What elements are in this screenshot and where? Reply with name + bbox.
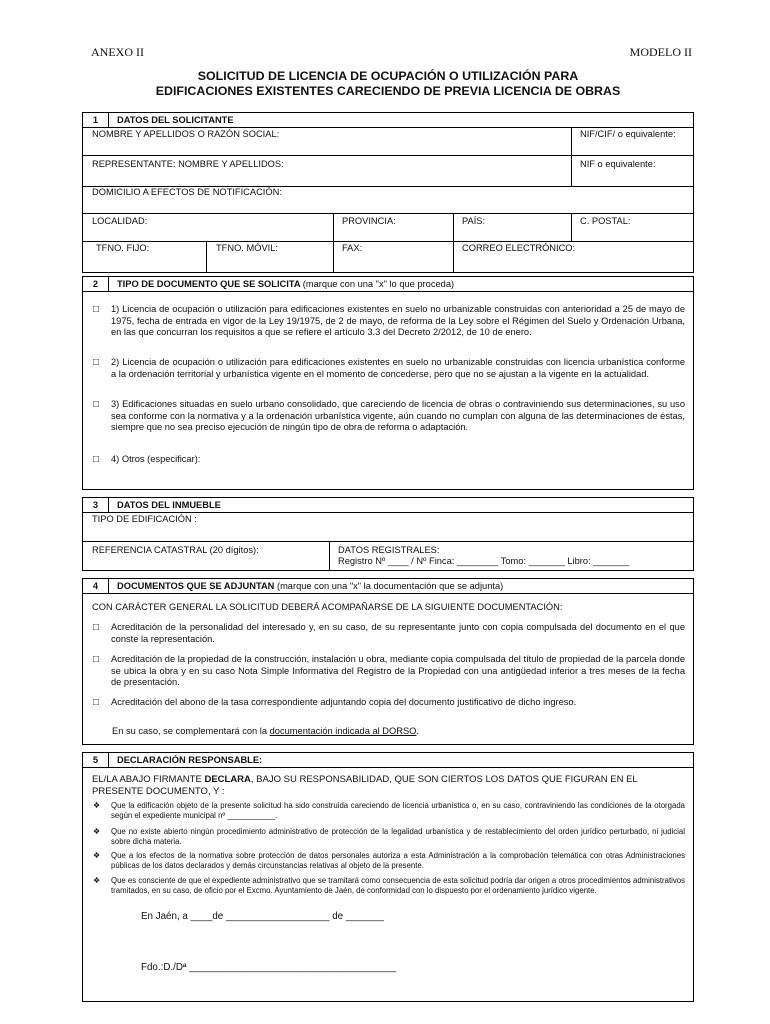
document-title xyxy=(82,69,694,99)
diamond-bullet-icon: ❖ xyxy=(93,851,101,860)
checkbox-icon[interactable]: □ xyxy=(93,654,100,665)
reverse-side-link[interactable]: documentación indicada al DORSO xyxy=(269,726,417,736)
building-type-field-label: TIPO DE EDIFICACIÓN : xyxy=(92,514,197,524)
doc-1-text: Acreditación de la personalidad del interesado y, en su caso, de su representante junto con copia compulsada del documento en el que conste la representación. xyxy=(111,622,685,644)
country-field-label: PAÍS: xyxy=(462,216,486,226)
title-line-1: SOLICITUD DE LICENCIA DE OCUPACIÓN O UTILIZACIÓN PARA xyxy=(197,69,579,83)
diamond-bullet-icon: ❖ xyxy=(93,801,101,810)
landline-field-label: TFNO. FIJO: xyxy=(96,243,150,253)
option-2-text: 2) Licencia de ocupación o utilización para edificaciones existentes en suelo no urbanizable construidas con licencia urbanística conforme a la ordenación territorial y urbanística vigente en el momento de concederse, pero que no se ajustan a la vigente en la actualidad. xyxy=(111,357,685,379)
doc-2-text: Acreditación de la propiedad de la construcción, instalación u obra, mediante copia compulsada del título de propiedad de la parcela donde se ubica la obra y en su caso Nota Simple Informativa del Registro de la Propiedad con una antigüedad inferior a tres meses de la fecha de presentación. xyxy=(111,654,685,688)
declaration-item-3: ❖ Que a los efectos de la normativa sobre protección de datos personales autoriza a esta Administración a la comprobación telemática con otras Administraciones públicas de los datos declarados y demás circunstancias relativas al objeto de la presente. xyxy=(93,851,685,870)
doc-1 xyxy=(93,622,685,645)
option-4-text: 4) Otros (especificar): xyxy=(111,454,201,464)
doc-3 xyxy=(93,697,685,709)
province-field-label: PROVINCIA: xyxy=(342,216,396,226)
option-3-text: 3) Edificaciones situadas en suelo urbano consolidado, que careciendo de licencia de obras o contraviniendo sus determinaciones, su uso sea conforme con la normativa y a la ordenación urbanística vigente, aún cuando no cumplan con alguna de las determinaciones de éstas, siempre que no sea preciso ejecución de ningún tipo de obra de reforma o adaptación. xyxy=(111,399,685,433)
checkbox-icon[interactable]: □ xyxy=(93,697,100,708)
registry-data xyxy=(335,543,632,569)
declaration-item-2: ❖ Que no existe abierto ningún procedimiento administrativo de protección de la legalidad urbanística y de restablecimiento del orden jurídico perturbado, ni judicial sobre dicha materia. xyxy=(93,827,685,846)
doc-3-text: Acreditación del abono de la tasa correspondiente adjuntando copia del documento justificativo de dicho ingreso. xyxy=(111,697,577,707)
section-title: DATOS DEL SOLICITANTE xyxy=(117,115,234,125)
nif-cif-field-label: NIF/CIF/ o equivalente: xyxy=(580,129,676,139)
checkbox-icon[interactable]: □ xyxy=(93,304,100,315)
nif-field-label: NIF o equivalente: xyxy=(580,159,656,169)
title-line-2: EDIFICACIONES EXISTENTES CARECIENDO DE PREVIA LICENCIA DE OBRAS xyxy=(155,84,621,98)
general-requirement: CON CARÁCTER GENERAL LA SOLICITUD DEBERÁ ACOMPAÑARSE DE LA SIGUIENTE DOCUMENTACIÓN: xyxy=(92,602,563,612)
declaration-item-1: ❖ Que la edificación objeto de la presente solicitud ha sido construida careciendo de licencia urbanística o, en su caso, contraviniendo las condiciones de la otorgada según el expediente municipal nº ___________. xyxy=(93,801,685,820)
registry-data-label: DATOS REGISTRALES: xyxy=(338,545,440,555)
section-number: 1 xyxy=(83,113,109,127)
section-document-type xyxy=(82,276,694,490)
address-field-label: DOMICILIO A EFECTOS DE NOTIFICACIÓN: xyxy=(92,187,282,197)
annex-label: ANEXO II xyxy=(91,45,144,59)
section-note: (marque con una "x" lo que proceda) xyxy=(302,279,455,289)
option-2 xyxy=(93,357,685,380)
email-field-label: CORREO ELECTRÓNICO: xyxy=(462,243,576,253)
representative-field-label: REPRESENTANTE: NOMBRE Y APELLIDOS: xyxy=(92,159,284,169)
model-label: MODELO II xyxy=(629,45,692,59)
option-1-text: 1) Licencia de ocupación o utilización para edificaciones existentes en suelo no urbanizable construidas con anterioridad a 25 de mayo de 1975, fecha de entrada en vigor de la Ley 19/1975, de 2 de mayo, de reforma de la Ley sobre el Régimen del Suelo y Ordenación Urbana, en las que concurran los requisitos a que se refiere el artículo 3.3 del Decreto 2/2012, de 10 de enero. xyxy=(111,304,685,338)
locality-field-label: LOCALIDAD: xyxy=(92,216,148,226)
declaration-item-4: ❖ Que es consciente de que el expediente administrativo que se tramitará como consecuencia de esta solicitud podría dar origen a otros procedimientos administrativos tramitados, en su caso, de oficio por el Excmo. Ayuntamiento de Jaén, de conformidad con lo dispuesto por el ordenamiento jurídico vigente. xyxy=(93,876,685,895)
section-number: 2 xyxy=(83,277,109,291)
section-property xyxy=(82,497,694,571)
doc-2 xyxy=(93,654,685,689)
option-1 xyxy=(93,304,685,339)
signature-line[interactable]: Fdo.:D./Dª ______________________________________ xyxy=(141,962,397,973)
postal-code-field-label: C. POSTAL: xyxy=(580,216,631,226)
section-note: (marque con una "x" la documentación que se adjunta) xyxy=(276,581,504,591)
mobile-field-label: TFNO. MÓVIL: xyxy=(216,243,278,253)
fax-field-label: FAX: xyxy=(342,243,363,253)
cadastral-ref-field-label: REFERENCIA CATASTRAL (20 dígitos): xyxy=(92,545,259,555)
section-number: 4 xyxy=(83,579,109,593)
section-title: DATOS DEL INMUEBLE xyxy=(117,500,221,510)
registry-fields: Registro Nº ____ / Nº Finca: ________ Tomo: _______ Libro: _______ xyxy=(338,556,630,566)
name-field-label: NOMBRE Y APELLIDOS O RAZÓN SOCIAL: xyxy=(92,129,280,139)
section-number: 5 xyxy=(83,753,109,767)
diamond-bullet-icon: ❖ xyxy=(93,876,101,885)
diamond-bullet-icon: ❖ xyxy=(93,827,101,836)
checkbox-icon[interactable]: □ xyxy=(93,454,100,465)
checkbox-icon[interactable]: □ xyxy=(93,399,100,410)
checkbox-icon[interactable]: □ xyxy=(93,622,100,633)
declaration-intro: EL/LA ABAJO FIRMANTE DECLARA, BAJO SU RESPONSABILIDAD, QUE SON CIERTOS LOS DATOS QUE FIGURAN EN EL PRESENTE DOCUMENTO, Y : xyxy=(92,774,638,797)
section-declaration xyxy=(82,752,694,1002)
section-applicant xyxy=(82,112,694,273)
section-attachments xyxy=(82,578,694,745)
place-date-line[interactable]: En Jaén, a ____de ___________________ de _______ xyxy=(141,911,384,922)
section-title: TIPO DE DOCUMENTO QUE SE SOLICITA (marque con una "x" lo que proceda) xyxy=(117,279,455,289)
additional-docs-note: En su caso, se complementará con la documentación indicada al DORSO. xyxy=(112,726,419,736)
option-3 xyxy=(93,399,685,434)
section-title: DECLARACIÓN RESPONSABLE: xyxy=(117,755,263,765)
section-number: 3 xyxy=(83,498,109,512)
section-title: DOCUMENTOS QUE SE ADJUNTAN (marque con una "x" la documentación que se adjunta) xyxy=(117,581,504,591)
checkbox-icon[interactable]: □ xyxy=(93,357,100,368)
option-4 xyxy=(93,454,685,466)
